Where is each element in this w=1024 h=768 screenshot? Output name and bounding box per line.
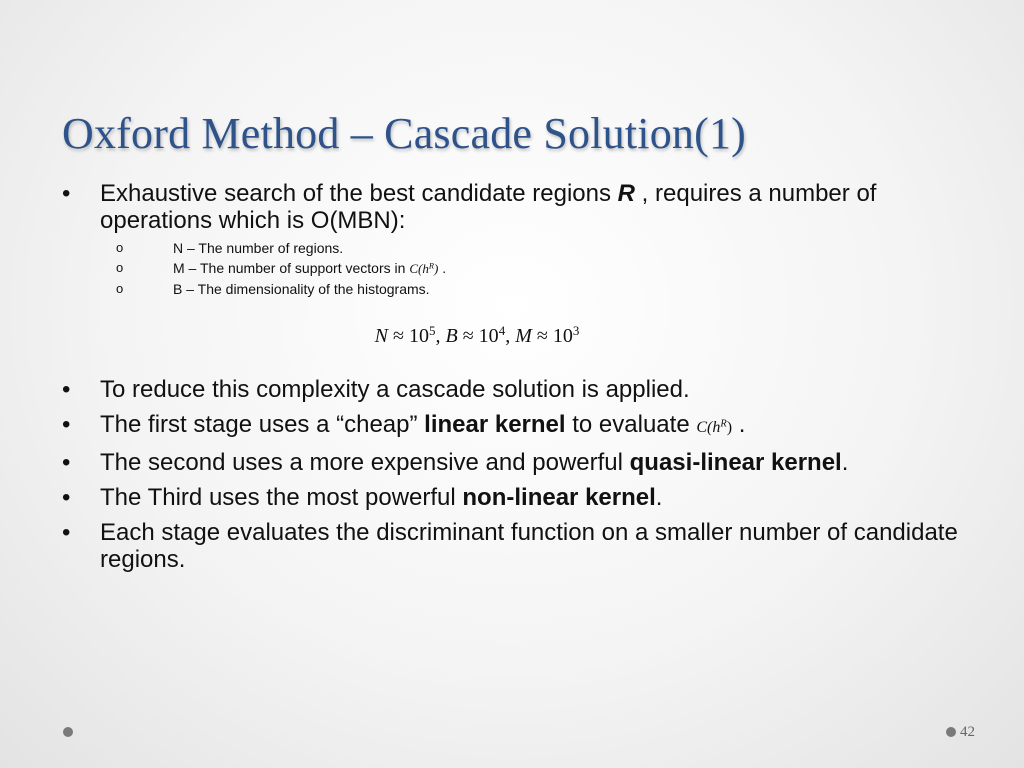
bullet-text: Exhaustive search of the best candidate regions (100, 180, 618, 207)
bullet-text: The second uses a more expensive and powerful (100, 449, 630, 476)
dot-icon (946, 727, 956, 737)
slide-title: Oxford Method – Cascade Solution(1) (62, 109, 746, 158)
sub-bullet-marker: o (116, 240, 124, 255)
bullet-text: Each stage evaluates the discriminant function on a smaller number of candidate regions. (100, 519, 958, 573)
bold-linear-kernel: linear kernel (424, 411, 566, 438)
sub-bullet-text: N – The number of regions. (173, 240, 344, 256)
bullet-text: To reduce this complexity a cascade solution is applied. (100, 376, 690, 403)
bullet-third-stage (62, 484, 962, 511)
sub-bullet-marker: o (116, 281, 124, 296)
bullet-text: , requires a number of operations which is O(MBN): (100, 180, 877, 234)
sub-bullet-b (62, 279, 962, 299)
bullet-exhaustive-search (62, 180, 962, 234)
bullet-text: . (841, 449, 849, 476)
sub-bullet-m (62, 258, 962, 279)
bullet-text: . (655, 484, 663, 511)
bullet-marker: • (62, 449, 71, 476)
sub-bullet-n (62, 238, 962, 258)
bullet-text: to evaluate (565, 411, 697, 438)
bullet-text: The Third uses the most powerful (100, 484, 463, 511)
math-c-h-r: $C(h^R)$ (696, 418, 733, 436)
bullet-marker: • (62, 411, 71, 438)
bullet-reduce-complexity (62, 376, 962, 403)
dot-icon (63, 727, 73, 737)
complexity-formula: $N \approx 10^5$, $B \approx 10^4$, $M \approx 10^3$ (374, 322, 580, 347)
sub-bullet-marker: o (116, 260, 124, 275)
bold-non-linear-kernel: non-linear kernel (462, 484, 656, 511)
bullet-each-stage (62, 519, 962, 573)
bold-italic-r: R (617, 180, 635, 207)
sub-bullet-text: . (438, 260, 447, 276)
sub-bullet-text: M – The number of support vectors in (173, 260, 410, 276)
bullet-marker: • (62, 484, 71, 511)
math-c-h-r: $C(h^R)$ (409, 260, 439, 276)
bold-quasi-linear-kernel: quasi-linear kernel (629, 449, 842, 476)
bullet-text: The first stage uses a “cheap” (100, 411, 425, 438)
bullet-first-stage (62, 411, 962, 441)
sub-bullet-text: B – The dimensionality of the histograms. (173, 281, 430, 297)
bullet-marker: • (62, 519, 71, 546)
bullet-marker: • (62, 180, 71, 207)
slide-content (62, 180, 962, 573)
bullet-marker: • (62, 376, 71, 403)
bullet-text: . (732, 411, 746, 438)
page-number: 42 (960, 724, 975, 740)
bullet-second-stage (62, 449, 962, 476)
